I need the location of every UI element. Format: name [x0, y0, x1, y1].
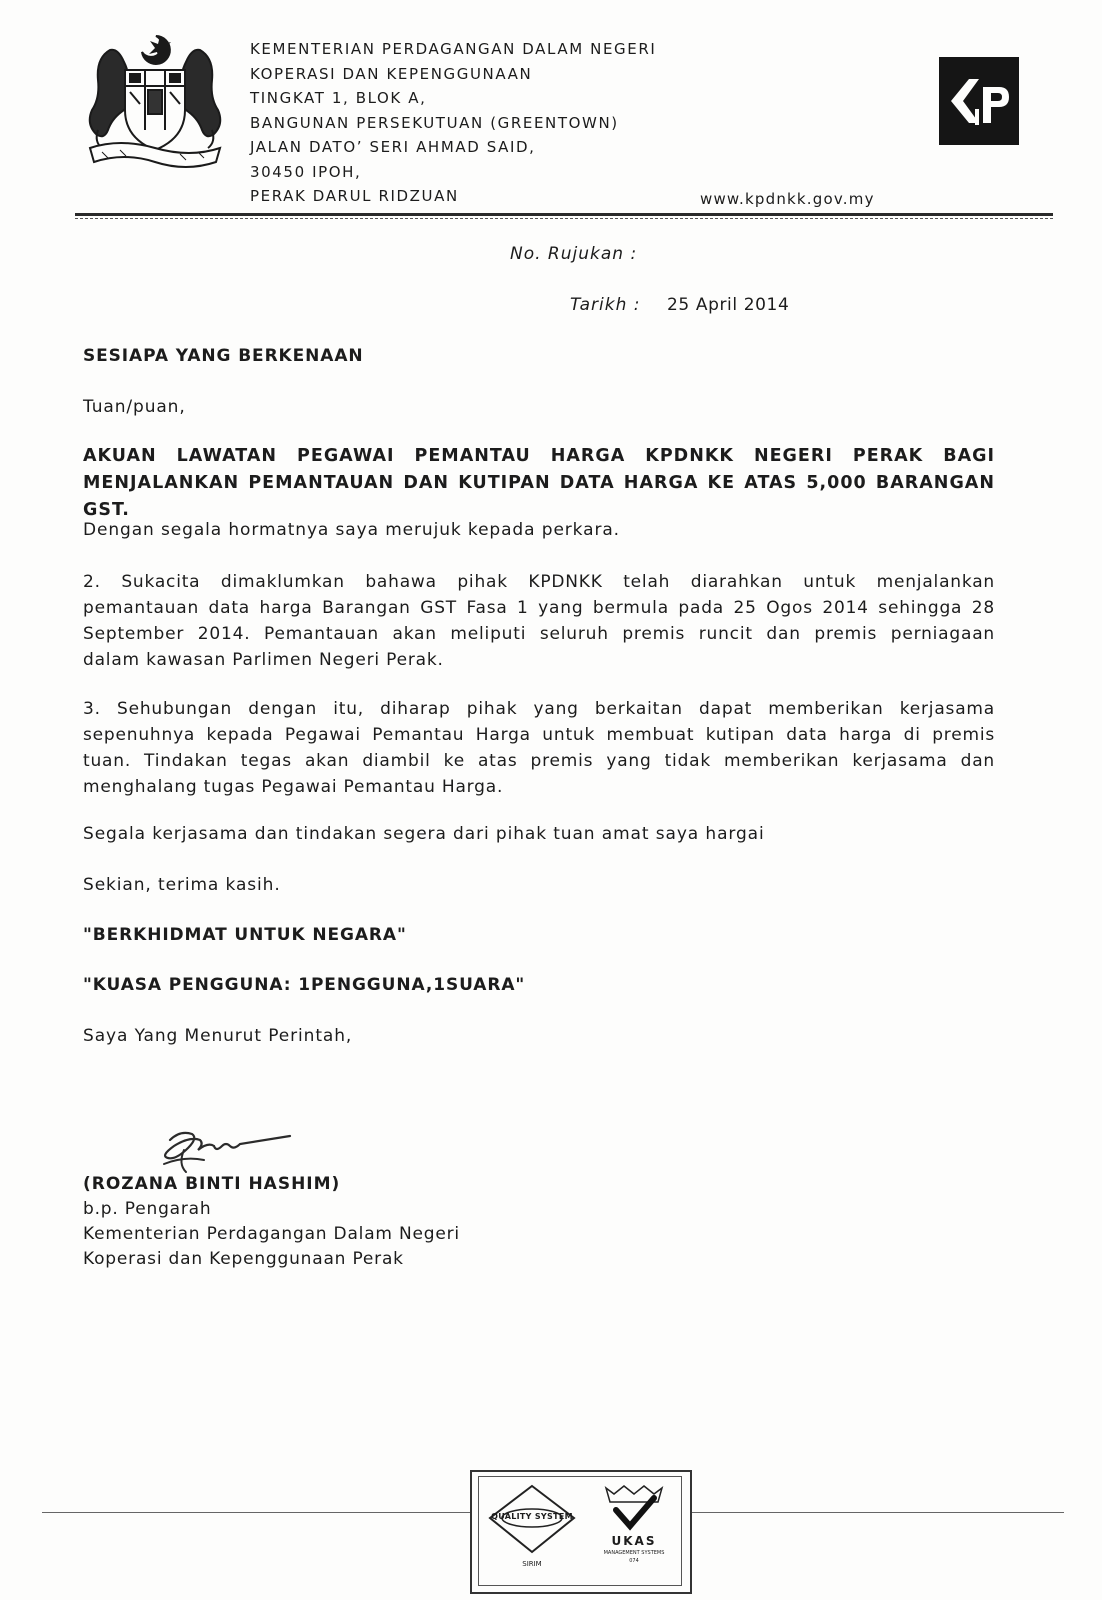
sirim-text: SIRIM: [522, 1560, 542, 1568]
paragraph-3: [83, 696, 995, 800]
malaysia-coat-of-arms-icon: [80, 30, 230, 178]
signatory-name: (ROZANA BINTI HASHIM): [83, 1174, 341, 1194]
intro-paragraph: Dengan segala hormatnya saya merujuk kepada perkara.: [83, 520, 620, 540]
handwritten-signature: [150, 1120, 300, 1180]
motto-line-1: "BERKHIDMAT UNTUK NEGARA": [83, 925, 407, 945]
paragraph-2: [83, 569, 995, 673]
signatory-block: [83, 1172, 460, 1272]
address-line: JALAN DATO’ SERI AHMAD SAID,: [250, 138, 536, 156]
quality-system-text: QUALITY SYSTEM: [491, 1512, 573, 1521]
paragraph-line: tuan. Tindakan tegas akan diambil ke atas premis yang tidak memberikan kerjasama dan: [83, 751, 995, 771]
paragraph-line: 3. Sehubungan dengan itu, diharap pihak yang berkaitan dapat memberikan kerjasama: [83, 699, 995, 719]
sign-off: Saya Yang Menurut Perintah,: [83, 1026, 353, 1046]
closing-line: Sekian, terima kasih.: [83, 875, 281, 895]
address-line: TINGKAT 1, BLOK A,: [250, 89, 427, 107]
addressee: SESIAPA YANG BERKENAAN: [83, 346, 364, 366]
paragraph-line: 2. Sukacita dimaklumkan bahawa pihak KPDNKK telah diarahkan untuk menjalankan: [83, 572, 995, 592]
motto-line-2: "KUASA PENGGUNA: 1PENGGUNA,1SUARA": [83, 975, 526, 995]
date-value: 25 April 2014: [667, 295, 790, 315]
address-line: PERAK DARUL RIDZUAN: [250, 187, 459, 205]
header-divider-dashed: [75, 218, 1053, 219]
ukas-management-systems-text: MANAGEMENT SYSTEMS: [603, 1550, 665, 1556]
ministry-website: www.kpdnkk.gov.my: [700, 190, 875, 208]
date-label: Tarikh :: [570, 295, 641, 315]
salutation: Tuan/puan,: [83, 397, 186, 417]
reference-number-label: No. Rujukan :: [510, 244, 638, 264]
paragraph-line: pemantauan data harga Barangan GST Fasa 1 yang bermula pada 25 Ogos 2014 sehingga 28: [83, 598, 995, 618]
address-line: BANGUNAN PERSEKUTUAN (GREENTOWN): [250, 113, 619, 132]
paragraph-line: menghalang tugas Pegawai Pemantau Harga.: [83, 777, 504, 797]
ukas-number-text: 074: [629, 1558, 639, 1564]
address-line: KOPERASI DAN KEPENGGUNAAN: [250, 64, 533, 83]
paragraph-line: dalam kawasan Parlimen Negeri Perak.: [83, 650, 444, 670]
kpdnkk-logo-icon: [939, 57, 1019, 145]
signatory-department: Koperasi dan Kepenggunaan Perak: [83, 1249, 404, 1269]
letter-subject: [83, 443, 995, 524]
subject-line: MENJALANKAN PEMANTAUAN DAN KUTIPAN DATA HARGA KE ATAS 5,000 BARANGAN GST.: [83, 473, 995, 520]
address-line: 30450 IPOH,: [250, 162, 362, 181]
ministry-address: [250, 37, 656, 209]
paragraph-line: sepenuhnya kepada Pegawai Pemantau Harga untuk membuat kutipan data harga di premis: [83, 725, 995, 745]
ukas-text: UKAS: [611, 1534, 657, 1548]
ukas-crown-tick-icon: [596, 1480, 672, 1534]
signatory-position: b.p. Pengarah: [83, 1199, 212, 1219]
subject-line: AKUAN LAWATAN PEGAWAI PEMANTAU HARGA KPDNKK NEGERI PERAK BAGI: [83, 446, 995, 466]
header-divider: [75, 213, 1053, 216]
paragraph-line: September 2014. Pemantauan akan meliputi seluruh premis runcit dan premis perniagaan: [83, 624, 995, 644]
appreciation-line: Segala kerjasama dan tindakan segera dari pihak tuan amat saya hargai: [83, 824, 765, 844]
signatory-department: Kementerian Perdagangan Dalam Negeri: [83, 1224, 460, 1244]
address-line: KEMENTERIAN PERDAGANGAN DALAM NEGERI: [250, 40, 657, 58]
